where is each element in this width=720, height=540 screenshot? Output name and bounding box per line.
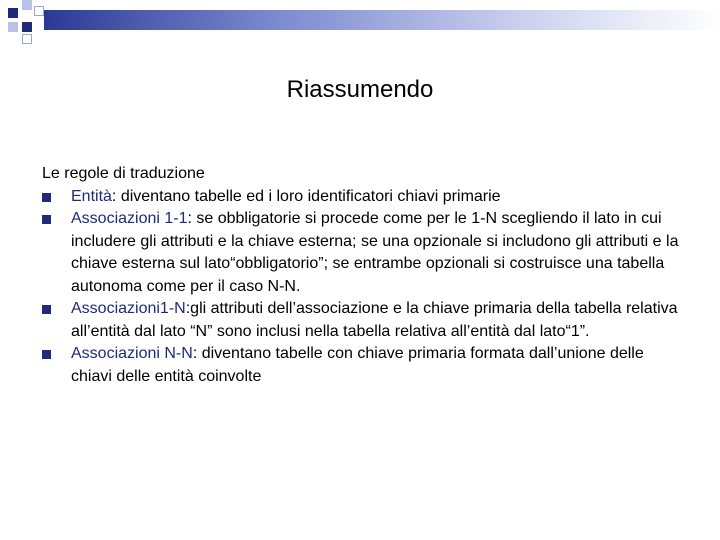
square-bullet-icon	[42, 215, 51, 224]
intro-text: Le regole di traduzione	[42, 165, 205, 182]
bullet-item	[42, 186, 682, 209]
slide-body	[42, 163, 682, 388]
corner-square-light	[22, 0, 32, 10]
corner-square-outline	[22, 34, 32, 44]
bullet-term: Associazioni 1-1	[71, 210, 188, 227]
bullet-list	[42, 186, 682, 389]
bullet-item	[42, 208, 682, 298]
corner-square-dark	[8, 8, 18, 18]
square-bullet-icon	[42, 193, 51, 202]
bullet-item	[42, 343, 682, 388]
bullet-term: Associazioni N-N	[71, 345, 193, 362]
bullet-term: Entità	[71, 187, 112, 205]
corner-square-dark	[22, 22, 32, 32]
slide-title: Riassumendo	[286, 76, 434, 103]
bullet-text: : diventano tabelle con chiave primaria formata dall’unione delle chiavi delle entità coinvolte	[71, 345, 644, 385]
corner-square-outline	[34, 6, 44, 16]
square-bullet-icon	[42, 305, 51, 314]
bullet-item	[42, 298, 682, 343]
bullet-text: : diventano tabelle ed i loro identificatori chiavi primarie	[111, 187, 501, 205]
corner-square-light	[8, 22, 18, 32]
bullet-text: :gli attributi dell’associazione e la chiave primaria della tabella relativa all’entità dal lato “N” sono inclusi nella tabella relativa all’entità dal lato“1”.	[71, 300, 678, 340]
header-gradient-band	[44, 10, 720, 30]
bullet-term: Associazioni1-N	[71, 300, 186, 317]
bullet-text: : se obbligatorie si procede come per le 1-N scegliendo il lato in cui includere gli attributi e la chiave esterna; se una opzionale si includono gli attributi e la chiave esterna sul lato“obbligatorio”; se entrambe opzionali si costruisce una tabella autonoma come per il caso N-N.	[71, 210, 679, 295]
square-bullet-icon	[42, 350, 51, 359]
